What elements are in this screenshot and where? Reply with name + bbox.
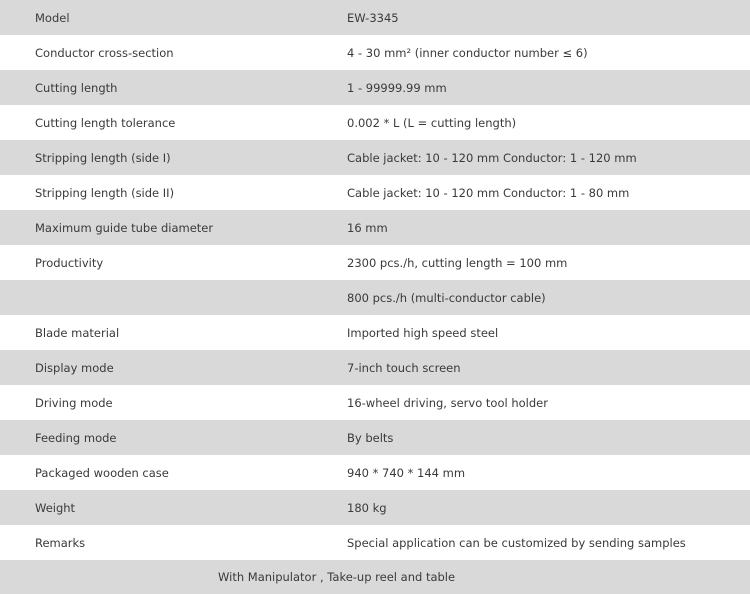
row-value-display-mode: 7-inch touch screen xyxy=(312,350,750,385)
row-label-stripping-length-side-1: Stripping length (side I) xyxy=(0,140,312,175)
table-row xyxy=(0,385,750,420)
row-value-stripping-length-side-2: Cable jacket: 10 - 120 mm Conductor: 1 - 80 mm xyxy=(347,185,630,200)
row-label-cutting-length-tolerance: Cutting length tolerance xyxy=(35,115,176,130)
table-row xyxy=(0,105,750,140)
table-row xyxy=(0,455,750,490)
table-row xyxy=(0,525,750,560)
table-row xyxy=(0,420,750,455)
table-row xyxy=(0,315,750,350)
table-row xyxy=(0,35,750,70)
row-value-cutting-length: 1 - 99999.99 mm xyxy=(312,70,750,105)
row-label-driving-mode: Driving mode xyxy=(35,395,113,410)
footer-note: With Manipulator , Take-up reel and table xyxy=(0,560,750,594)
row-value-blade-material: Imported high speed steel xyxy=(347,325,499,340)
row-label-productivity-cont xyxy=(0,280,312,315)
row-value-conductor-cross-section: 4 - 30 mm² (inner conductor number ≤ 6) xyxy=(347,45,588,60)
row-value-feeding-mode: By belts xyxy=(312,420,750,455)
row-value-weight: 180 kg xyxy=(312,490,750,525)
row-label-packaged-wooden-case: Packaged wooden case xyxy=(35,465,169,480)
row-label-remarks: Remarks xyxy=(35,535,86,550)
row-label-model: Model xyxy=(0,0,312,35)
table-row xyxy=(0,490,750,525)
row-label-max-guide-tube-diameter: Maximum guide tube diameter xyxy=(0,210,312,245)
row-value-remarks: Special application can be customized by sending samples xyxy=(347,535,686,550)
row-value-max-guide-tube-diameter: 16 mm xyxy=(312,210,750,245)
row-value-productivity-multi-conductor: 800 pcs./h (multi-conductor cable) xyxy=(312,280,750,315)
row-label-productivity: Productivity xyxy=(35,255,104,270)
table-row xyxy=(0,140,750,175)
row-value-productivity: 2300 pcs./h, cutting length = 100 mm xyxy=(347,255,568,270)
row-value-driving-mode: 16-wheel driving, servo tool holder xyxy=(347,395,548,410)
row-value-cutting-length-tolerance: 0.002 * L (L = cutting length) xyxy=(347,115,517,130)
table-row xyxy=(0,70,750,105)
row-value-packaged-wooden-case: 940 * 740 * 144 mm xyxy=(347,465,466,480)
row-label-weight: Weight xyxy=(0,490,312,525)
row-label-display-mode: Display mode xyxy=(0,350,312,385)
table-row xyxy=(0,350,750,385)
table-row xyxy=(0,210,750,245)
row-label-stripping-length-side-2: Stripping length (side II) xyxy=(35,185,175,200)
row-value-stripping-length-side-1: Cable jacket: 10 - 120 mm Conductor: 1 - 120 mm xyxy=(312,140,750,175)
table-row xyxy=(0,175,750,210)
table-row xyxy=(0,0,750,35)
table-row xyxy=(0,280,750,315)
row-value-model: EW-3345 xyxy=(312,0,750,35)
row-label-cutting-length: Cutting length xyxy=(0,70,312,105)
row-label-blade-material: Blade material xyxy=(35,325,120,340)
row-label-conductor-cross-section: Conductor cross-section xyxy=(35,45,174,60)
table-row xyxy=(0,245,750,280)
row-label-feeding-mode: Feeding mode xyxy=(0,420,312,455)
